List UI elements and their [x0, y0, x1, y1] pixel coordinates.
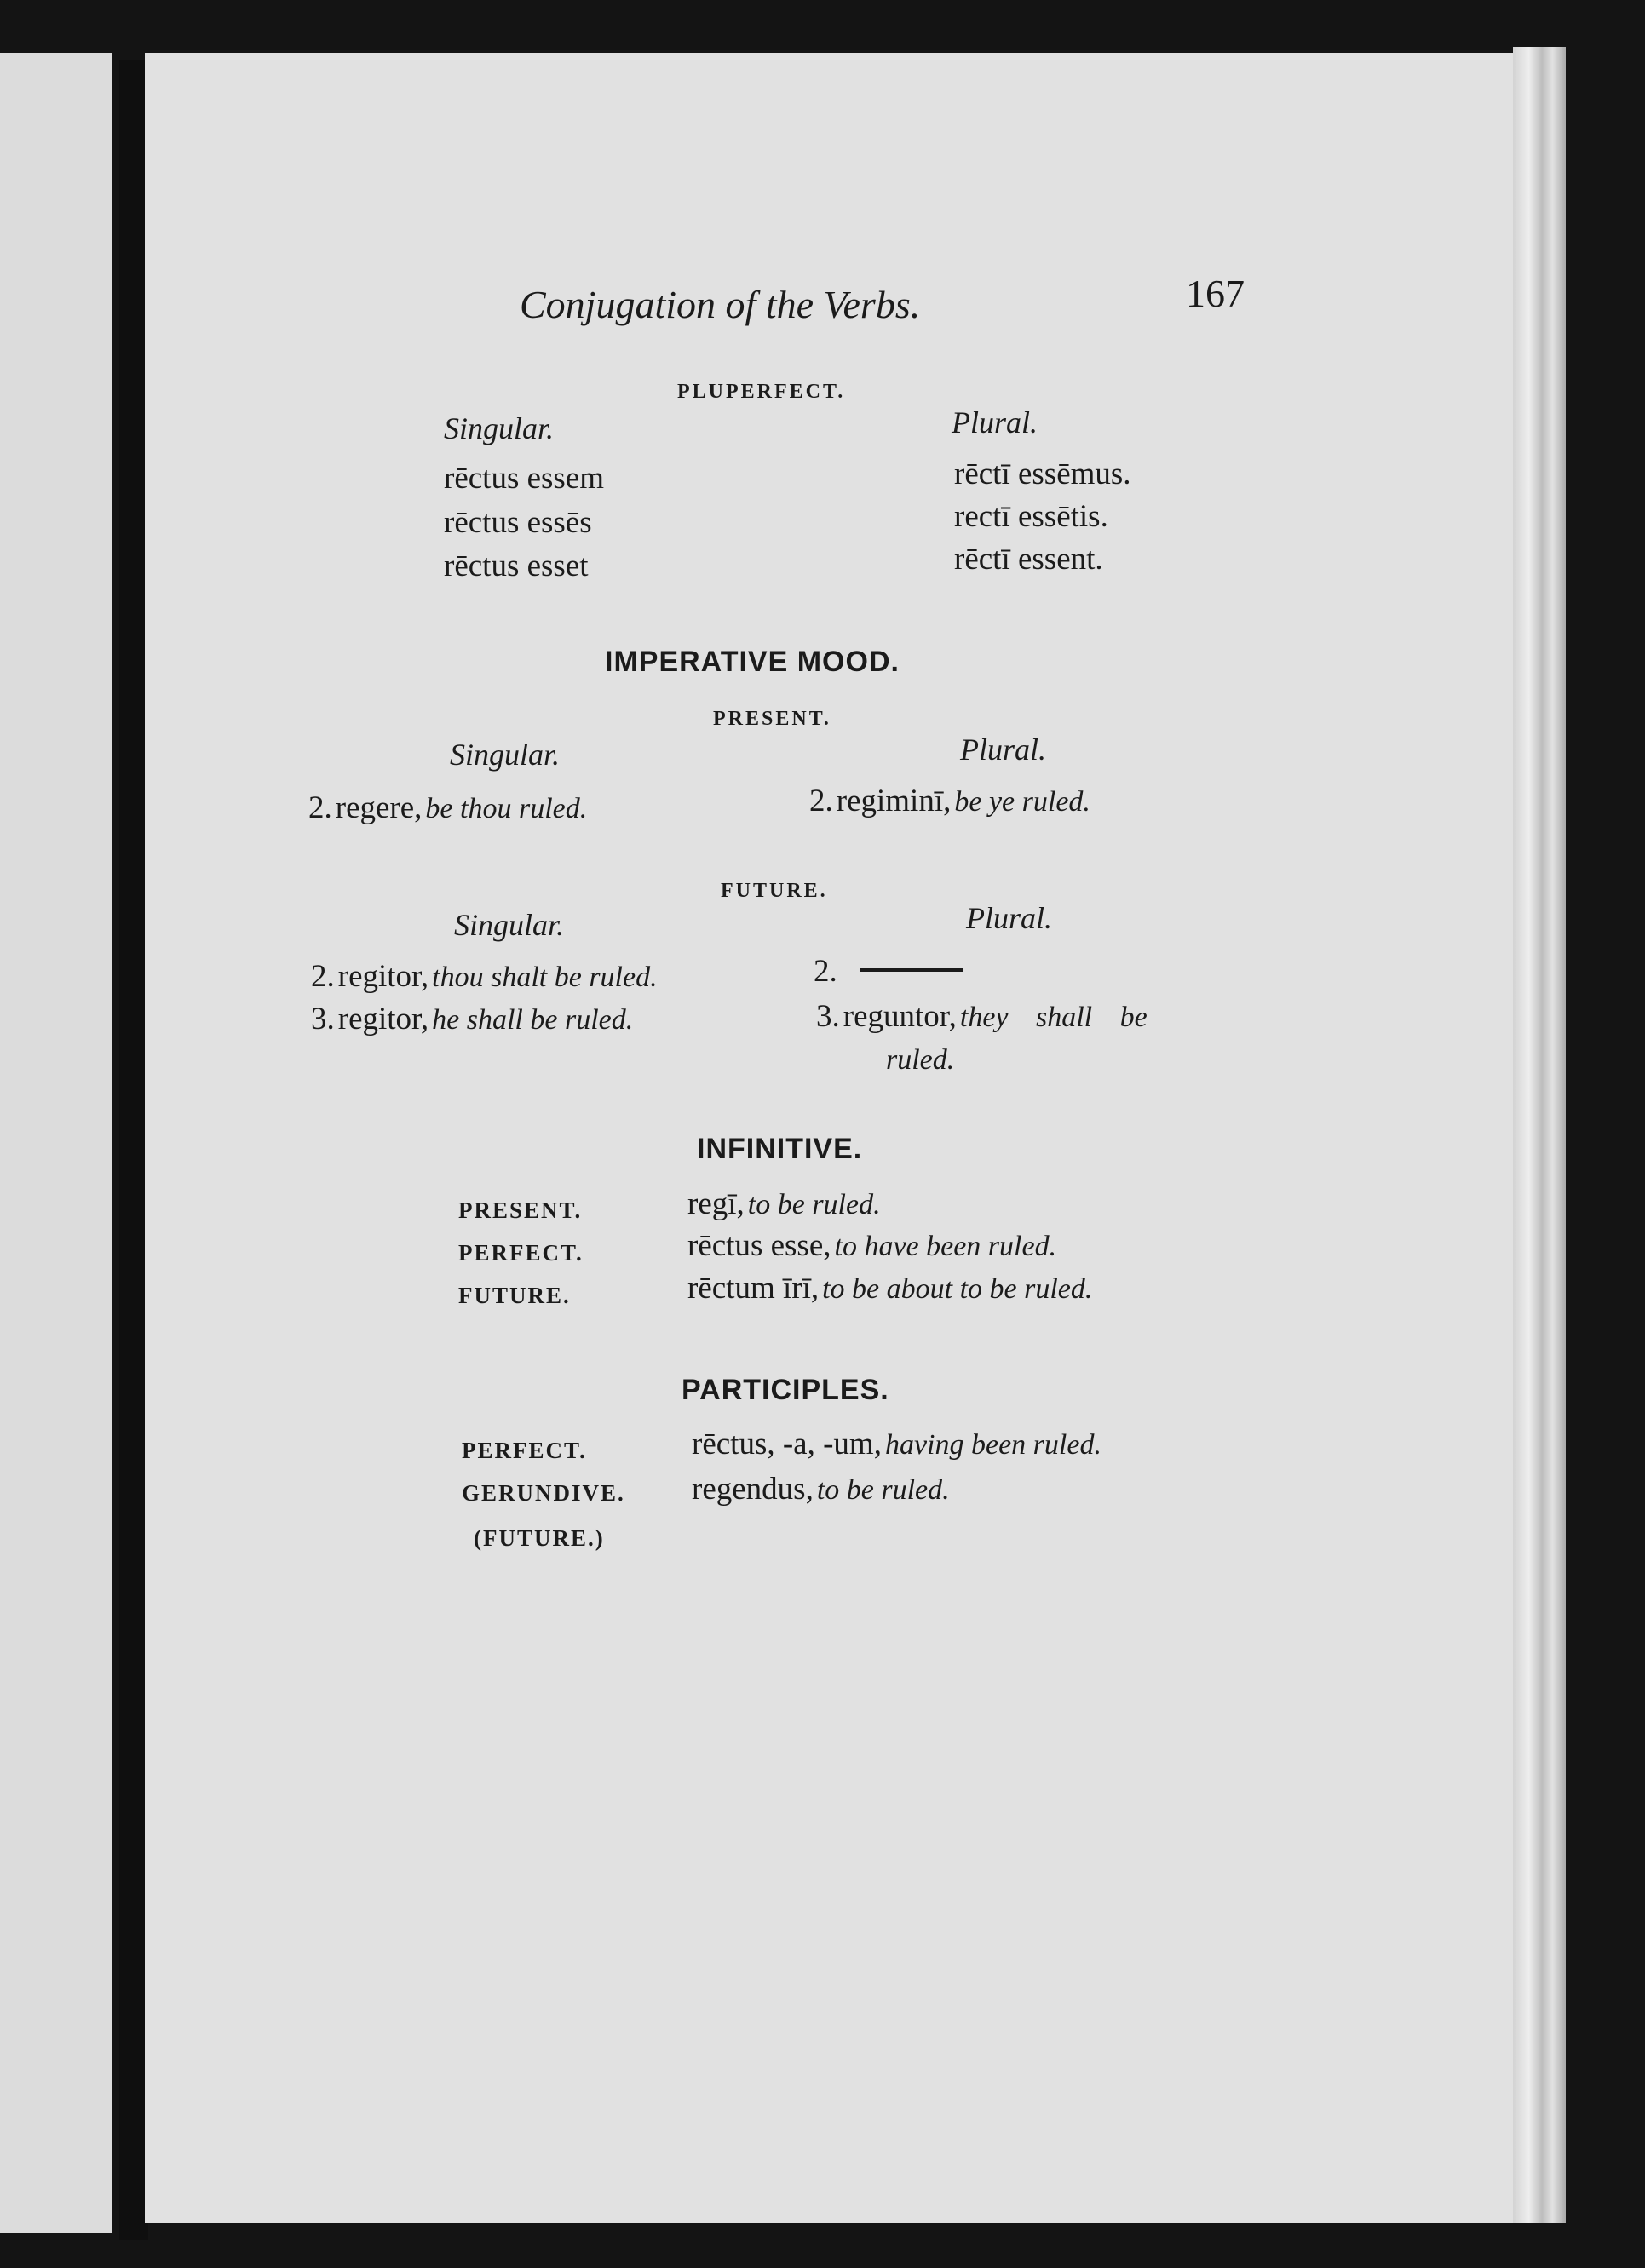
infinitive-row-perfect — [687, 1230, 1056, 1261]
verb-form: rēctum īrī, — [687, 1271, 820, 1306]
translation: to be about to be ruled. — [822, 1273, 1093, 1305]
imperative-future-plural-num-2: 2. — [814, 954, 837, 989]
imperative-future-singular-row-1 — [311, 961, 658, 992]
person-number: 3. — [816, 999, 840, 1034]
verb-form: regitor, — [337, 1002, 429, 1036]
imperative-future-plural-continuation: ruled. — [886, 1044, 955, 1076]
participle-label-gerundive: GERUNDIVE. — [462, 1480, 625, 1506]
participles-heading: PARTICIPLES. — [682, 1374, 889, 1406]
infinitive-label-present: PRESENT. — [458, 1197, 583, 1223]
verb-form: regī, — [687, 1186, 745, 1221]
verb-form: regiminī, — [836, 784, 952, 818]
imperative-present-singular-label: Singular. — [450, 738, 561, 772]
infinitive-row-present — [687, 1188, 881, 1220]
left-facing-page — [0, 53, 112, 2233]
pluperfect-plural-1: rēctī essēmus. — [954, 456, 1131, 491]
translation: they shall be — [959, 1002, 1147, 1033]
participle-row-perfect — [692, 1428, 1101, 1460]
verb-form: regitor, — [337, 959, 429, 994]
imperative-future-plural-row-3 — [816, 1001, 1147, 1032]
imperative-future-singular-row-2 — [311, 1003, 633, 1035]
imperative-present-heading: PRESENT. — [713, 708, 831, 730]
translation: to have been ruled. — [834, 1231, 1057, 1262]
infinitive-label-perfect: PERFECT. — [458, 1240, 584, 1266]
translation: he shall be ruled. — [432, 1004, 634, 1036]
imperative-future-plural-label: Plural. — [966, 901, 1053, 935]
pluperfect-singular-label: Singular. — [444, 411, 555, 445]
imperative-future-singular-label: Singular. — [454, 908, 565, 942]
pluperfect-plural-2: rectī essētis. — [954, 499, 1108, 534]
infinitive-heading: INFINITIVE. — [697, 1133, 863, 1165]
verb-form: rēctus esse, — [687, 1228, 831, 1263]
pluperfect-plural-3: rēctī essent. — [954, 542, 1103, 577]
translation: to be ruled. — [816, 1474, 950, 1506]
verb-form: regere, — [335, 790, 423, 825]
translation: thou shalt be ruled. — [432, 962, 658, 993]
imperative-present-plural-label: Plural. — [960, 732, 1047, 767]
translation: to be ruled. — [747, 1189, 881, 1220]
pluperfect-singular-2: rēctus essēs — [444, 505, 592, 540]
imperative-future-heading: FUTURE. — [721, 880, 828, 902]
book-gutter — [119, 60, 148, 2240]
person-number: 3. — [311, 1002, 335, 1036]
empty-form-dash — [860, 968, 963, 972]
translation: having been ruled. — [884, 1429, 1101, 1461]
verb-form: rēctus, -a, -um, — [692, 1427, 882, 1461]
person-number: 2. — [308, 790, 332, 825]
page-edges — [1513, 47, 1566, 2223]
verb-form: reguntor, — [843, 999, 957, 1034]
page-number: 167 — [1186, 272, 1245, 315]
imperative-heading: IMPERATIVE MOOD. — [605, 646, 900, 678]
translation: be ye ruled. — [954, 786, 1090, 818]
pluperfect-singular-3: rēctus esset — [444, 548, 589, 583]
participle-label-perfect: PERFECT. — [462, 1438, 587, 1463]
imperative-present-singular-row — [308, 792, 587, 824]
participle-row-gerundive — [692, 1473, 950, 1505]
pluperfect-singular-1: rēctus essem — [444, 461, 605, 496]
pluperfect-heading: PLUPERFECT. — [677, 381, 846, 403]
verb-form: regendus, — [692, 1472, 814, 1507]
running-title: Conjugation of the Verbs. — [520, 283, 921, 326]
pluperfect-plural-label: Plural. — [952, 405, 1038, 439]
translation: be thou ruled. — [425, 793, 588, 824]
participle-label-future-note: (FUTURE.) — [474, 1525, 605, 1551]
imperative-present-plural-row — [809, 785, 1090, 817]
person-number: 2. — [809, 784, 833, 818]
infinitive-label-future: FUTURE. — [458, 1283, 571, 1308]
person-number: 2. — [311, 959, 335, 994]
infinitive-row-future — [687, 1272, 1092, 1304]
